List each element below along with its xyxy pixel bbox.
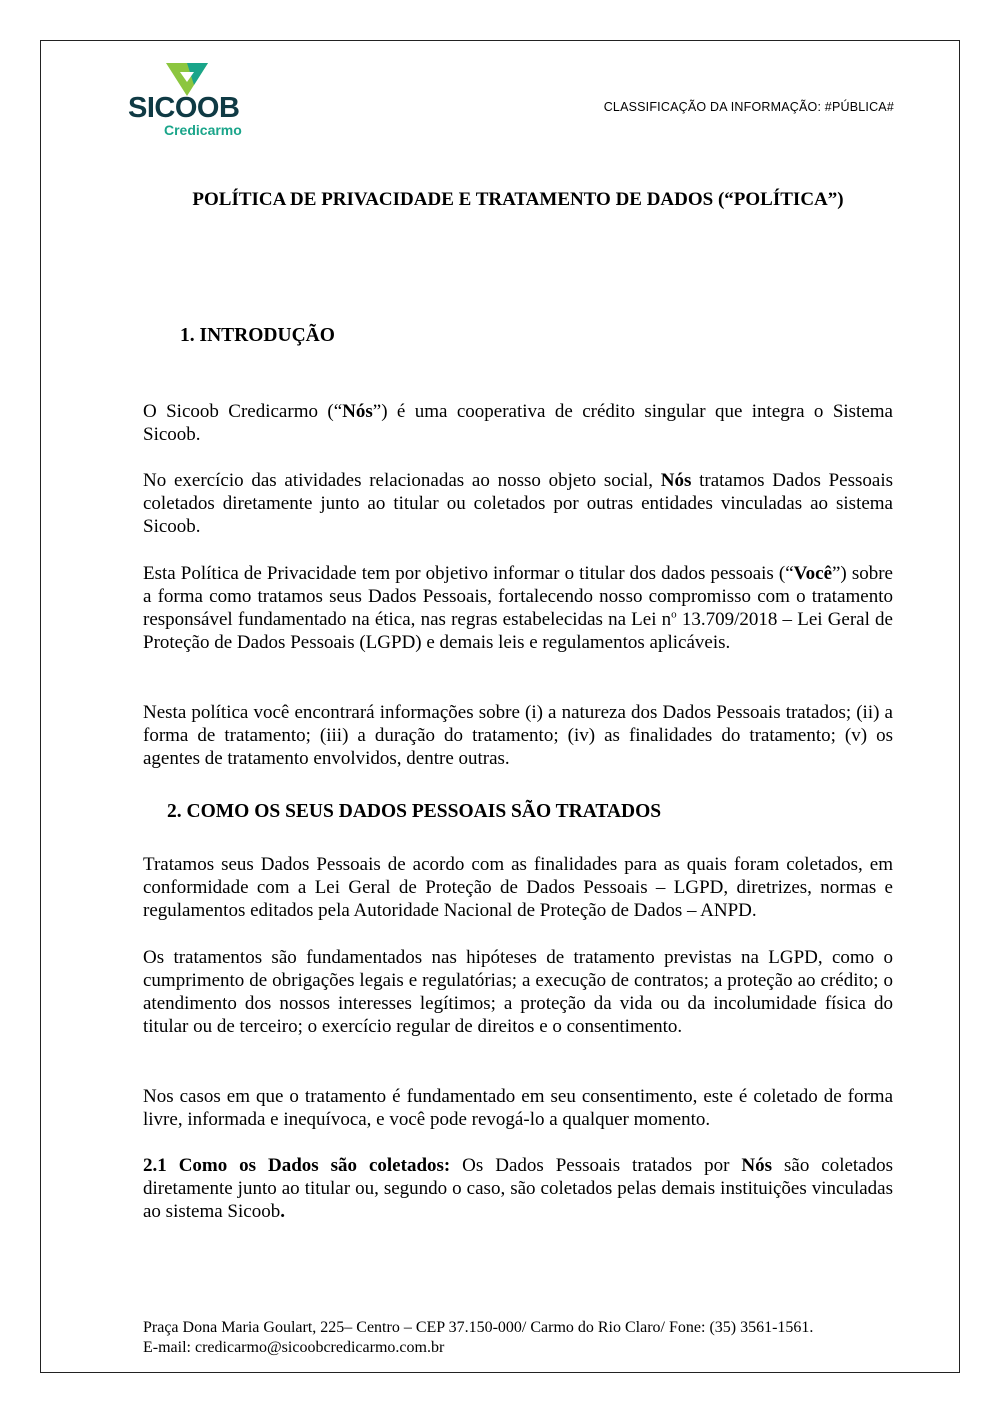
paragraph-text: O Sicoob Credicarmo (“ bbox=[143, 401, 343, 422]
paragraph bbox=[143, 562, 893, 654]
footer bbox=[143, 1318, 813, 1358]
paragraph-text: tratamos Dados Pessoais coletados diretamente junto ao titular ou coletados por outras entidades vinculadas ao sistema Sicoob. bbox=[143, 470, 893, 537]
paragraph bbox=[143, 946, 893, 1038]
paragraph-text: Tratamos seus Dados Pessoais de acordo com as finalidades para as quais foram coletados, em conformidade com a Lei Geral de Proteção de Dados Pessoais – LGPD, diretrizes, normas e regulamentos editados pela Autoridade Nacional de Proteção de Dados – ANPD. bbox=[143, 854, 893, 921]
footer-address: Praça Dona Maria Goulart, 225– Centro – CEP 37.150-000/ Carmo do Rio Claro/ Fone: (35) 3561-1561. bbox=[143, 1319, 814, 1336]
paragraph bbox=[143, 853, 893, 922]
bold-text: Nós bbox=[342, 401, 373, 422]
paragraph-text: Nos casos em que o tratamento é fundamentado em seu consentimento, este é coletado de forma livre, informada e inequívoca, e você pode revogá-lo a qualquer momento. bbox=[143, 1086, 893, 1130]
paragraph bbox=[143, 1154, 893, 1223]
paragraph-text: Os tratamentos são fundamentados nas hipóteses de tratamento previstas na LGPD, como o cumprimento de obrigações legais e regulatórias; a execução de contratos; a proteção ao crédito; o atendimento dos nossos interesses legítimos; a proteção da vida ou da incolumidade física do titular ou de terceiro; o exercício regular de direitos e o consentimento. bbox=[143, 947, 893, 1037]
paragraph-text: No exercício das atividades relacionadas ao nosso objeto social, bbox=[143, 470, 661, 491]
bold-text: . bbox=[280, 1201, 285, 1222]
footer-email: E-mail: credicarmo@sicoobcredicarmo.com.br bbox=[143, 1339, 445, 1356]
logo-subtext: Credicarmo bbox=[164, 122, 242, 138]
paragraph-text: 13.709/2018 – Lei Geral de Proteção de Dados Pessoais (LGPD) e demais leis e regulamentos aplicáveis. bbox=[143, 609, 893, 653]
document-title: POLÍTICA DE PRIVACIDADE E TRATAMENTO DE DADOS (“POLÍTICA”) bbox=[192, 189, 844, 210]
section-heading-tratamento: 2. COMO OS SEUS DADOS PESSOAIS SÃO TRATADOS bbox=[167, 801, 662, 822]
paragraph-text: Nesta política você encontrará informações sobre (i) a natureza dos Dados Pessoais tratados; (ii) a forma de tratamento; (iii) a duração do tratamento; (iv) as finalidades do tratamento; (v) os agentes de tratamento envolvidos, dentre outras. bbox=[143, 702, 893, 769]
bold-text: Você bbox=[793, 563, 832, 584]
paragraph bbox=[143, 701, 893, 770]
paragraph-text: são coletados diretamente junto ao titular ou, segundo o caso, são coletados pelas demais instituições vinculadas ao sistema Sicoob bbox=[143, 1155, 894, 1222]
paragraph-text: ”) é uma cooperativa de crédito singular que integra o Sistema Sicoob. bbox=[143, 401, 893, 445]
paragraph-text: Os Dados Pessoais tratados por bbox=[450, 1155, 742, 1176]
section-heading-introducao: 1. INTRODUÇÃO bbox=[180, 325, 335, 346]
paragraph bbox=[143, 1085, 893, 1131]
paragraph bbox=[143, 469, 893, 538]
classification-label: CLASSIFICAÇÃO DA INFORMAÇÃO: #PÚBLICA# bbox=[603, 100, 894, 114]
logo-text: SICOOB bbox=[128, 92, 240, 124]
paragraph-text: o bbox=[671, 608, 677, 621]
paragraph-text: ”) sobre a forma como tratamos seus Dados Pessoais, fortalecendo nosso compromisso com o tratamento responsável fundamentado na ética, nas regras estabelecidas na Lei n bbox=[143, 563, 893, 630]
paragraph-text: Esta Política de Privacidade tem por objetivo informar o titular dos dados pessoais (“ bbox=[143, 563, 794, 584]
bold-text: 2.1 Como os Dados são coletados: bbox=[143, 1155, 451, 1176]
sicoob-logo bbox=[128, 60, 248, 142]
bold-text: Nós bbox=[660, 470, 692, 491]
bold-text: Nós bbox=[741, 1155, 773, 1176]
paragraph bbox=[143, 400, 893, 446]
